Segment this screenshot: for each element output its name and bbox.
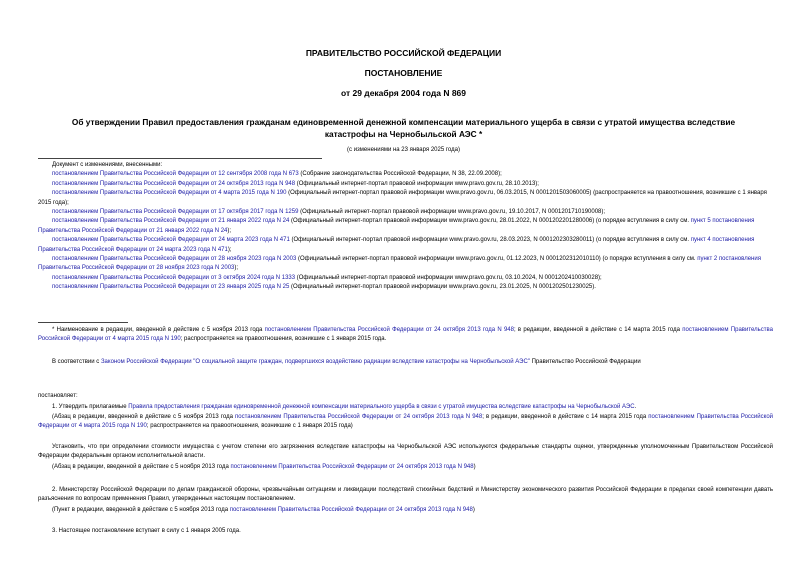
amendment-clause-link[interactable]: пункт 5 постановления Правительства Российской Федерации от 21 января 2022 года N 24: [38, 218, 755, 234]
p2-note-link[interactable]: постановлением Правительства Российской Федерации от 24 октября 2013 года N 948: [229, 507, 473, 513]
divider-top: [38, 158, 322, 159]
amendment-clause-link[interactable]: пункт 4 постановления Правительства Российской Федерации от 24 марта 2023 года N 471: [38, 237, 755, 253]
paragraph-valuation-note: (Абзац в редакции, введенной в действие с 5 ноября 2013 года постановлением Правительства Российской Федерации от 24 октября 2013 года N 948): [52, 464, 476, 470]
chernobyl-law-link[interactable]: Законом Российской Федерации "О социальной защите граждан, подвергшихся воздействию радиации вследствие катастрофы на Чернобыльской АЭС": [100, 359, 530, 365]
footnote-divider: [38, 322, 128, 323]
paragraph-2: 2. Министерству Российской Федерации по делам гражданской обороны, чрезвычайным ситуациям и ликвидации последствий стихийных бедствий и Министерству экономического развития Российской Федерации в пределах своей компетенции давать разъяснения по вопросам применения Правил, утвержденных настоящим постановлением.: [38, 487, 773, 502]
amendment-clause-link[interactable]: пункт 2 постановления Правительства Российской Федерации от 28 ноября 2023 года N 2003: [38, 256, 761, 272]
list-item: постановлением Правительства Российской Федерации от 23 января 2025 года N 25 (Официальный интернет-портал правовой информации www.pravo.gov.ru, 23.01.2025, N 0001202501230025).: [52, 284, 596, 291]
decree-word: постановляет:: [38, 393, 78, 399]
paragraph-3: 3. Настоящее постановление вступает в силу с 1 января 2005 года.: [52, 528, 241, 534]
paragraph-valuation: Установить, что при определении стоимости имущества с учетом степени его загрязнения вследствие катастрофы на Чернобыльской АЭС используются федеральные стандарты оценки, утвержденные уполномоченным Правительством Российской Федерации федеральным органом исполнительной власти.: [38, 444, 773, 459]
list-item: постановлением Правительства Российской Федерации от 4 марта 2015 года N 190 (Официальный интернет-портал правовой информации www.pravo.gov.ru, 06.03.2015, N 0001201503060005) (распространяется на правоотношения, возникшие с 1 января 2015 года);: [38, 190, 767, 206]
rules-link[interactable]: Правила предоставления гражданам единовременной денежной компенсации материального ущерба в связи с утратой имущества вследствие катастрофы на Чернобыльской АЭС: [128, 404, 635, 410]
note-link-948[interactable]: постановлением Правительства Российской Федерации от 24 октября 2013 года N 948: [235, 414, 483, 420]
paragraph-2-note: (Пункт в редакции, введенной в действие с 5 ноября 2013 года постановлением Правительства Российской Федерации от 24 октября 2013 года N 948): [52, 507, 475, 513]
date-number-heading: от 29 декабря 2004 года N 869: [340, 88, 467, 98]
preamble: В соответствии с Законом Российской Федерации "О социальной защите граждан, подвергшихся воздействию радиации вследствие катастрофы на Чернобыльской АЭС" Правительство Российской Федерации: [52, 359, 641, 365]
title-line-1: Об утверждении Правил предоставления гражданам единовременной денежной компенсации материального ущерба в связи с утратой имущества вследствие: [71, 117, 736, 127]
changes-note: (с изменениями на 23 января 2025 года): [347, 147, 460, 153]
amendment-link[interactable]: постановлением Правительства Российской Федерации от 28 ноября 2023 года N 2003: [52, 256, 297, 263]
footnote: * Наименование в редакции, введенной в действие с 5 ноября 2013 года постановлением Правительства Российской Федерации от 24 октября 2013 года N 948; в редакции, введенной в действие с 14 марта 2015 года постановлением Правительства Российской Федерации от 4 марта 2015 года N 190; распространяется на правоотношения, возникшие с 1 января 2015 года.: [38, 327, 773, 342]
amendment-link[interactable]: постановлением Правительства Российской Федерации от 3 октября 2024 года N 1333: [52, 274, 296, 281]
list-item: постановлением Правительства Российской Федерации от 24 марта 2023 года N 471 (Официальный интернет-портал правовой информации www.pravo.gov.ru, 28.03.2023, N 0001202303280011) (о порядке вступления в силу см. пункт 4 постановления Правительства Российской Федерации от 24 марта 2023 года N 471);: [38, 237, 755, 253]
list-item: постановлением Правительства Российской Федерации от 12 сентября 2008 года N 673 (Собрание законодательства Российской Федерации, N 38, 22.09.2008);: [52, 171, 502, 178]
paragraph-1-note: (Абзац в редакции, введенной в действие с 5 ноября 2013 года постановлением Правительства Российской Федерации от 24 октября 2013 года N 948; в редакции, введенной в действие с 14 марта 2015 года постановлением Правительства Российской Федерации от 4 марта 2015 года N 190; распространяется на правоотношения, возникшие с 1 января 2015 года): [38, 414, 774, 429]
title-line-2: катастрофы на Чернобыльской АЭС *: [324, 129, 483, 139]
list-item: постановлением Правительства Российской Федерации от 3 октября 2024 года N 1333 (Официальный интернет-портал правовой информации www.pravo.gov.ru, 03.10.2024, N 0001202410030028);: [52, 274, 602, 281]
government-heading: ПРАВИТЕЛЬСТВО РОССИЙСКОЙ ФЕДЕРАЦИИ: [305, 48, 502, 58]
amendments-intro: Документ с изменениями, внесенными:: [52, 162, 163, 168]
amendment-link[interactable]: постановлением Правительства Российской Федерации от 4 марта 2015 года N 190: [52, 190, 287, 197]
amendment-link[interactable]: постановлением Правительства Российской Федерации от 21 января 2022 года N 24: [52, 218, 290, 225]
doc-type-heading: ПОСТАНОВЛЕНИЕ: [364, 68, 443, 78]
paragraph-1: 1. Утвердить прилагаемые Правила предоставления гражданам единовременной денежной компенсации материального ущерба в связи с утратой имущества вследствие катастрофы на Чернобыльской АЭС.: [52, 404, 637, 410]
amendment-link[interactable]: постановлением Правительства Российской Федерации от 24 марта 2023 года N 471: [52, 237, 290, 244]
footnote-link-190[interactable]: постановлением Правительства Российской Федерации от 4 марта 2015 года N 190: [38, 327, 773, 342]
document-title: [40, 116, 767, 140]
footnote-link-948[interactable]: постановлением Правительства Российской Федерации от 24 октября 2013 года N 948: [264, 327, 514, 333]
amendment-link[interactable]: постановлением Правительства Российской Федерации от 17 октября 2017 года N 1259: [52, 209, 299, 216]
amendment-link[interactable]: постановлением Правительства Российской Федерации от 24 октября 2013 года N 948: [52, 180, 296, 187]
amendment-link[interactable]: постановлением Правительства Российской Федерации от 23 января 2025 года N 25: [52, 284, 290, 291]
note-link-190[interactable]: постановлением Правительства Российской Федерации от 4 марта 2015 года N 190: [38, 414, 774, 429]
list-item: постановлением Правительства Российской Федерации от 21 января 2022 года N 24 (Официальный интернет-портал правовой информации www.pravo.gov.ru, 28.01.2022, N 0001202201280006) (о порядке вступления в силу см. пункт 5 постановления Правительства Российской Федерации от 21 января 2022 года N 24);: [38, 218, 755, 234]
amendment-link[interactable]: постановлением Правительства Российской Федерации от 12 сентября 2008 года N 673: [52, 171, 299, 178]
list-item: постановлением Правительства Российской Федерации от 24 октября 2013 года N 948 (Официальный интернет-портал правовой информации www.pravo.gov.ru, 28.10.2013);: [52, 180, 539, 187]
list-item: постановлением Правительства Российской Федерации от 28 ноября 2023 года N 2003 (Официальный интернет-портал правовой информации www.pravo.gov.ru, 01.12.2023, N 0001202312010110) (о порядке вступления в силу см. пункт 2 постановления Правительства Российской Федерации от 28 ноября 2023 года N 2003);: [38, 256, 761, 272]
valuation-note-link[interactable]: постановлением Правительства Российской Федерации от 24 октября 2013 года N 948: [230, 464, 474, 470]
amendments-list: [38, 161, 773, 293]
list-item: постановлением Правительства Российской Федерации от 17 октября 2017 года N 1259 (Официальный интернет-портал правовой информации www.pravo.gov.ru, 19.10.2017, N 0001201710190008);: [52, 209, 606, 216]
